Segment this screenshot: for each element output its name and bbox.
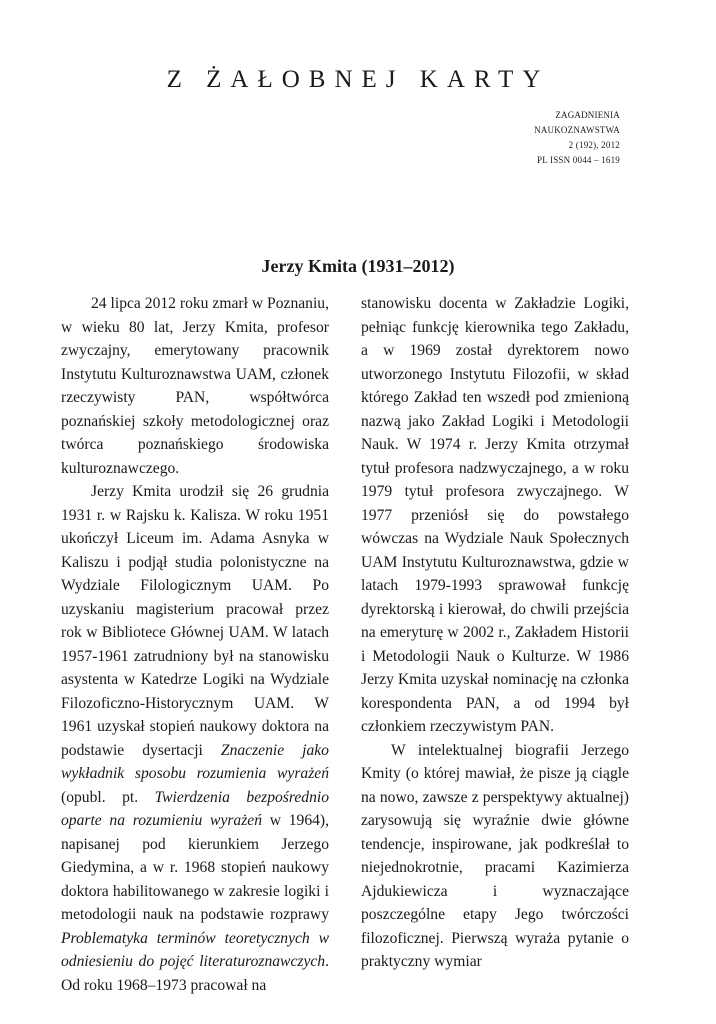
paragraph [61, 480, 329, 997]
right-column [361, 292, 629, 974]
journal-line: PL ISSN 0044 – 1619 [537, 155, 620, 165]
text-run: Jerzy Kmita urodził się 26 grudnia 1931 r. w Rajsku k. Kalisza. W roku 1951 ukończył Liceum im. Adama Asnyka w Kaliszu i podjął studia polonistyczne na Wydziale Filologicznym UAM. Po uzyskaniu magisterium pracował przez rok w Bibliotece Głównej UAM. W latach 1957-1961 zatrudniony był na stanowisku asystenta w Katedrze Logiki na Wydziale Filozoficzno-Historycznym UAM. W 1961 uzyskał stopień naukowy doktora na podstawie dysertacji [61, 483, 329, 759]
journal-line: NAUKOZNAWSTWA [534, 125, 620, 135]
text-run: w 1964), napisanej pod kierunkiem Jerzego Giedymina, a w r. 1968 stopień naukowy doktora habilitowanego w zakresie logiki i metodologii nauk na podstawie rozprawy [61, 812, 329, 923]
italic-title: Znaczenie jako wykładnik sposobu rozumienia wyrażeń [61, 741, 329, 782]
italic-title: Twierdzenia bezpośrednio oparte na rozumieniu wyrażeń [61, 788, 329, 829]
paragraph: 24 lipca 2012 roku zmarł w Poznaniu, w wieku 80 lat, Jerzy Kmita, profesor zwyczajny, emerytowany pracownik Instytutu Kulturoznawstwa UAM, członek rzeczywisty PAN, współtwórca poznańskiej szkoły metodologicznej oraz twórca poznańskiego środowiska kulturoznawczego. [61, 295, 329, 477]
article-title: Jerzy Kmita (1931–2012) [261, 256, 455, 276]
journal-line: 2 (192), 2012 [568, 140, 620, 150]
left-column [61, 292, 329, 997]
paragraph: W intelektualnej biografii Jerzego Kmity (o której mawiał, że pisze ją ciągle na nowo, zawsze z perspektywy aktualnej) zarysowują się wyraźnie dwie główne tendencje, inspirowane, jak podkreślał to niejednokrotnie, pracami Kazimierza Ajdukiewicza i wyznaczające poszczególne etapy Jego twórczości filozoficznej. Pierwszą wyraża pytanie o praktyczny wymiar [361, 741, 629, 970]
text-run: (opubl. pt. [61, 788, 155, 806]
section-title: Z ŻAŁOBNEJ KARTY [166, 66, 550, 93]
paragraph: stanowisku docenta w Zakładzie Logiki, pełniąc funkcję kierownika tego Zakładu, a w 1969 został dyrektorem nowo utworzonego Instytutu Filozofii, w skład którego Zakład ten wszedł pod zmienioną nazwą jako Zakład Logiki i Metodologii Nauk. W 1974 r. Jerzy Kmita otrzymał tytuł profesora nadzwyczajnego, a w roku 1979 tytuł profesora zwyczajnego. W 1977 przeniósł się do powstałego wówczas na Wydziale Nauk Społecznych UAM Instytutu Kulturoznawstwa, gdzie w latach 1979-1993 sprawował funkcję dyrektorską i kierował, do chwili przejścia na emeryturę w 2002 r., Zakładem Historii i Metodologii Nauk o Kulturze. W 1986 Jerzy Kmita uzyskał nominację na członka korespondenta PAN, a od 1994 był członkiem rzeczywistym PAN. [361, 295, 629, 735]
italic-title: Problematyka terminów teoretycznych w odniesieniu do pojęć literaturoznawczych [61, 929, 329, 970]
text-run: . Od roku 1968–1973 pracował na [61, 953, 329, 994]
journal-info [534, 108, 620, 168]
journal-line: ZAGADNIENIA [555, 110, 620, 120]
